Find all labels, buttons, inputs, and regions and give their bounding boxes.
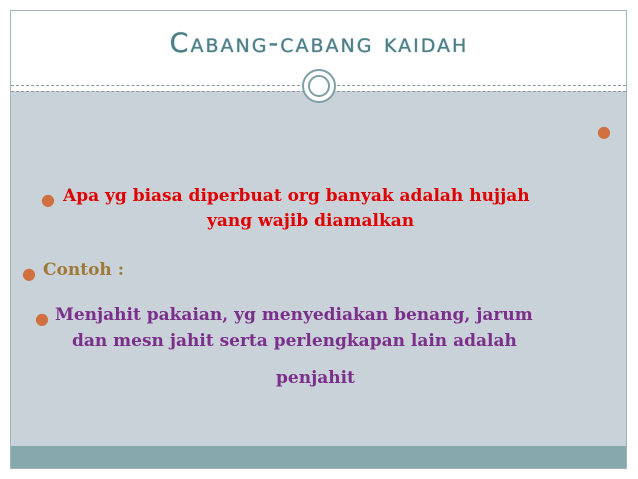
bullet-1-line-2: yang wajib diamalkan (207, 211, 415, 231)
circle-ornament-icon (302, 69, 336, 103)
bullet-icon: ● (41, 190, 55, 209)
bullet-2-text: Contoh : (43, 260, 124, 280)
bullet-1-line-1: Apa yg biasa diperbuat org banyak adalah hujjah (63, 186, 530, 206)
bullet-3-line-1: Menjahit pakaian, yg menyediakan benang, jarum (55, 305, 533, 325)
bullet-3-line-2: dan mesn jahit serta perlengkapan lain adalah (72, 331, 517, 351)
bullet-icon: ● (35, 309, 49, 328)
empty-bullet-icon: ● (597, 122, 611, 141)
bullet-icon: ● (22, 264, 36, 283)
bullet-3-line-3: penjahit (276, 368, 355, 388)
footer-band (11, 446, 626, 468)
slide-title: Cabang-cabang kaidah (169, 28, 469, 59)
